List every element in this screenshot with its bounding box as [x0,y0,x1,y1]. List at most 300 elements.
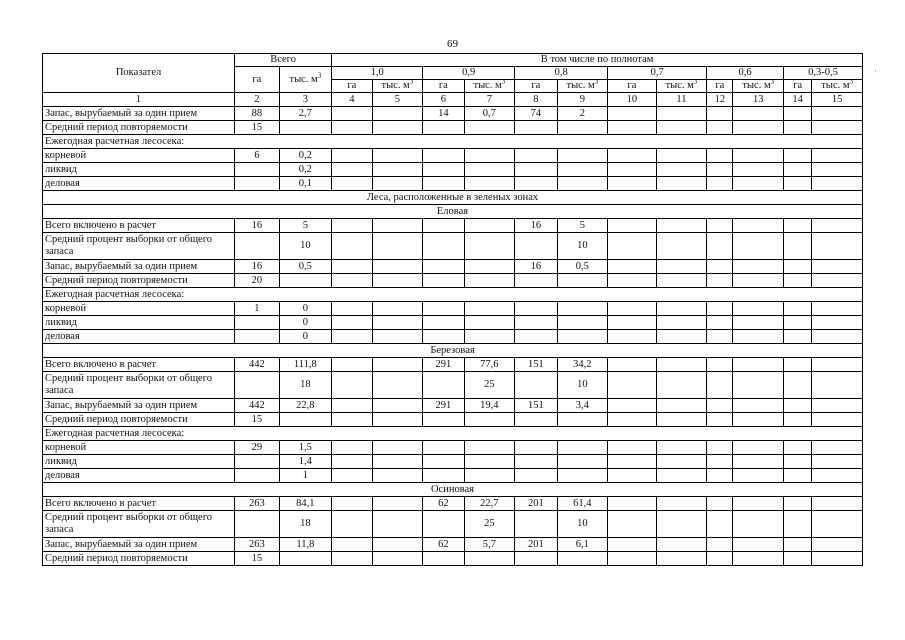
row-label: Запас, вырубаемый за один прием [43,538,235,552]
row-label: ликвид [43,163,235,177]
table-cell [464,260,515,274]
table-cell [423,149,464,163]
table-cell [733,302,784,316]
table-cell [332,177,372,191]
table-cell [279,552,332,566]
row-label: Всего включено в расчет [43,358,235,372]
table-cell [608,163,657,177]
table-cell [656,399,707,413]
table-row [43,121,863,135]
table-cell [515,441,557,455]
table-row [43,163,863,177]
table-cell [707,538,733,552]
table-cell [332,399,372,413]
table-cell [372,552,423,566]
column-number: 10 [608,93,657,107]
table-cell [372,413,423,427]
table-cell [332,413,372,427]
table-cell [707,149,733,163]
row-label: деловая [43,177,235,191]
table-row [43,149,863,163]
table-cell: 34,2 [557,358,608,372]
table-cell [707,163,733,177]
table-cell [464,163,515,177]
margin-mark: · [874,66,877,76]
table-cell [423,316,464,330]
row-label: Запас, вырубаемый за один прием [43,107,235,121]
table-cell [656,219,707,233]
table-cell [656,413,707,427]
table-cell: 22,7 [464,497,515,511]
table-cell [279,413,332,427]
table-cell [707,469,733,483]
table-row [43,302,863,316]
table-cell: 16 [235,219,279,233]
table-cell: 151 [515,358,557,372]
table-cell [656,121,707,135]
table-cell [784,260,812,274]
table-cell [656,163,707,177]
table-cell [656,330,707,344]
table-cell [656,469,707,483]
table-cell: 442 [235,358,279,372]
table-cell: 6,1 [557,538,608,552]
table-cell [557,316,608,330]
header-unit-thousand-m3: тыс. $м^3$ [557,80,608,93]
table-cell [608,511,657,538]
table-cell [464,455,515,469]
table-cell: 5,7 [464,538,515,552]
table-cell [372,399,423,413]
table-cell [332,441,372,455]
header-unit-thousand-m3: тыс. $м^3$ [372,80,423,93]
header-density: 0,7 [608,67,707,80]
table-cell [332,233,372,260]
table-row [43,413,863,427]
table-cell [707,260,733,274]
table-cell [656,302,707,316]
table-cell [784,399,812,413]
table-cell [372,511,423,538]
table-cell [656,274,707,288]
table-cell [332,149,372,163]
column-number: 4 [332,93,372,107]
table-cell [784,455,812,469]
table-cell [608,302,657,316]
table-cell: 62 [423,497,464,511]
table-cell [656,372,707,399]
row-label: деловая [43,330,235,344]
table-cell [464,330,515,344]
table-cell: 10 [557,233,608,260]
table-cell [608,330,657,344]
table-cell: 5 [279,219,332,233]
table-cell: 111,8 [279,358,332,372]
table-cell [733,260,784,274]
table-cell [656,260,707,274]
table-cell [515,330,557,344]
table-cell [515,302,557,316]
column-number: 6 [423,93,464,107]
table-cell [557,330,608,344]
table-cell [372,302,423,316]
table-cell [464,233,515,260]
table-cell [372,177,423,191]
header-total-ha: га [235,67,279,93]
table-cell: 1 [279,469,332,483]
table-cell: 1,4 [279,455,332,469]
table-cell: 15 [235,121,279,135]
column-number: 8 [515,93,557,107]
table-cell [707,274,733,288]
table-cell [372,469,423,483]
table-cell [608,358,657,372]
header-including: В том числе по полнотам [332,54,863,67]
row-label: ликвид [43,455,235,469]
table-cell: 0 [279,330,332,344]
table-cell [423,274,464,288]
row-label: деловая [43,469,235,483]
table-cell [332,274,372,288]
table-cell [515,163,557,177]
table-cell [423,372,464,399]
row-label: корневой [43,302,235,316]
table-cell [515,274,557,288]
table-cell [656,107,707,121]
table-cell [812,538,863,552]
table-row [43,107,863,121]
table-cell: 18 [279,511,332,538]
table-cell [733,219,784,233]
table-cell [332,358,372,372]
table-cell: 16 [515,219,557,233]
table-cell [784,163,812,177]
table-cell [372,121,423,135]
table-cell [784,497,812,511]
table-cell [332,372,372,399]
table-cell: 22,8 [279,399,332,413]
table-cell [557,552,608,566]
table-cell [812,177,863,191]
table-cell [707,552,733,566]
table-cell [707,316,733,330]
table-cell: 0,5 [279,260,332,274]
table-cell [784,219,812,233]
table-cell [515,316,557,330]
table-cell [515,552,557,566]
table-cell [656,455,707,469]
table-cell: 15 [235,552,279,566]
table-cell: 62 [423,538,464,552]
row-label: Средний процент выборки от общего запаса [43,511,235,538]
table-cell [423,413,464,427]
table-cell [608,538,657,552]
table-row [43,288,863,302]
table-cell [372,260,423,274]
table-cell [608,260,657,274]
table-row [43,274,863,288]
table-cell [515,177,557,191]
table-cell: 11,8 [279,538,332,552]
table-cell [707,121,733,135]
table-cell [608,149,657,163]
table-cell [423,219,464,233]
section-title: Леса, расположенные в зеленых зонах [43,191,863,205]
table-cell [423,260,464,274]
table-cell [372,149,423,163]
row-label: Запас, вырубаемый за один прием [43,260,235,274]
table-cell [608,121,657,135]
table-cell [812,441,863,455]
table-cell [423,177,464,191]
table-cell [733,163,784,177]
table-cell [464,552,515,566]
table-cell [372,163,423,177]
table-cell [464,121,515,135]
column-number: 5 [372,93,423,107]
table-row [43,538,863,552]
table-cell [557,469,608,483]
header-unit-thousand-m3: тыс. $м^3$ [464,80,515,93]
table-cell [235,455,279,469]
table-cell [464,413,515,427]
table-cell [812,274,863,288]
table-cell [784,552,812,566]
table-cell [707,497,733,511]
table-cell [733,511,784,538]
column-number: 7 [464,93,515,107]
table-cell [557,455,608,469]
table-cell: 20 [235,274,279,288]
table-cell [515,233,557,260]
table-cell [557,274,608,288]
table-cell [656,149,707,163]
table-cell [733,316,784,330]
table-cell [784,469,812,483]
table-cell [608,469,657,483]
table-cell [332,330,372,344]
header-unit-thousand-m3: тыс. $м^3$ [733,80,784,93]
column-number: 14 [784,93,812,107]
table-cell [372,441,423,455]
table-cell [733,552,784,566]
table-cell [464,274,515,288]
table-cell [235,511,279,538]
row-label: корневой [43,441,235,455]
table-cell [812,469,863,483]
table-cell [812,260,863,274]
table-cell: 25 [464,372,515,399]
table-cell [423,302,464,316]
table-row [43,511,863,538]
table-cell [812,413,863,427]
table-cell [557,441,608,455]
table-cell [812,330,863,344]
table-cell [812,233,863,260]
header-density: 0,6 [707,67,784,80]
row-label: Средний процент выборки от общего запаса [43,372,235,399]
row-label: Ежегодная расчетная лесосека: [43,135,863,149]
table-cell [812,511,863,538]
header-unit-ha: га [332,80,372,93]
table-cell [515,413,557,427]
table-cell [515,511,557,538]
table-cell [464,316,515,330]
table-cell [372,372,423,399]
section-row [43,205,863,219]
table-cell [707,441,733,455]
table-cell [423,552,464,566]
table-cell [464,149,515,163]
table-cell [733,372,784,399]
table-row [43,316,863,330]
table-cell [812,302,863,316]
table-cell [656,538,707,552]
row-label: Всего включено в расчет [43,219,235,233]
table-cell [332,107,372,121]
table-cell [608,177,657,191]
table-row [43,177,863,191]
table-row [43,135,863,149]
table-cell [656,497,707,511]
table-cell [784,330,812,344]
table-cell: 10 [557,372,608,399]
row-label: Средний период повторяемости [43,121,235,135]
table-cell [784,316,812,330]
table-cell: 3,4 [557,399,608,413]
table-cell [423,163,464,177]
table-cell [557,121,608,135]
table-cell [332,497,372,511]
table-cell [235,177,279,191]
table-cell [812,219,863,233]
table-cell [733,413,784,427]
table-cell: 29 [235,441,279,455]
table-cell [332,260,372,274]
table-cell [656,441,707,455]
table-cell: 77,6 [464,358,515,372]
table-cell: 1,5 [279,441,332,455]
table-cell [372,219,423,233]
table-cell [784,413,812,427]
table-cell [279,274,332,288]
table-cell [707,233,733,260]
table-cell [733,538,784,552]
table-cell [515,149,557,163]
table-cell [608,455,657,469]
table-cell [608,233,657,260]
table-cell [515,469,557,483]
table-cell [812,455,863,469]
table-cell: 0 [279,316,332,330]
header-unit-ha: га [608,80,657,93]
table-cell [733,330,784,344]
table-cell [464,441,515,455]
section-row [43,191,863,205]
section-row [43,483,863,497]
table-cell [332,538,372,552]
table-row [43,427,863,441]
table-cell [464,469,515,483]
table-cell [784,538,812,552]
page-number: 69 [447,38,458,50]
table-cell: 0 [279,302,332,316]
table-cell [332,469,372,483]
table-cell: 25 [464,511,515,538]
table-cell [423,330,464,344]
table-cell [235,163,279,177]
table-cell: 16 [235,260,279,274]
table-cell: 0,5 [557,260,608,274]
column-number: 3 [279,93,332,107]
table-cell [656,511,707,538]
table-cell [515,372,557,399]
row-label: Средний период повторяемости [43,274,235,288]
table-cell [707,455,733,469]
table-cell [332,511,372,538]
table-cell [235,469,279,483]
column-number: 15 [812,93,863,107]
table-cell [372,497,423,511]
table-cell: 263 [235,497,279,511]
section-title: Еловая [43,205,863,219]
table-row [43,552,863,566]
table-cell [464,302,515,316]
table-cell: 151 [515,399,557,413]
table-cell [733,121,784,135]
table-row [43,497,863,511]
table-cell [707,511,733,538]
table-cell [707,399,733,413]
table-cell: 0,1 [279,177,332,191]
table-cell [372,455,423,469]
column-number: 2 [235,93,279,107]
table-cell [707,302,733,316]
table-cell: 442 [235,399,279,413]
table-cell: 6 [235,149,279,163]
row-label: Средний период повторяемости [43,552,235,566]
table-cell [235,233,279,260]
row-label: Средний период повторяемости [43,413,235,427]
table-cell [372,330,423,344]
table-cell [707,107,733,121]
header-density: 0,3-0,5 [784,67,863,80]
table-cell [332,316,372,330]
table-cell [812,497,863,511]
table-cell: 84,1 [279,497,332,511]
table-cell [707,372,733,399]
table-cell [812,372,863,399]
table-cell [423,441,464,455]
table-row [43,469,863,483]
table-cell [812,399,863,413]
table-cell [812,552,863,566]
table-cell [707,330,733,344]
table-cell: 291 [423,399,464,413]
table-cell [608,316,657,330]
table-cell: 5 [557,219,608,233]
table-cell [784,302,812,316]
column-number: 11 [656,93,707,107]
table-cell [784,177,812,191]
table-row [43,358,863,372]
table-cell [733,177,784,191]
table-cell [733,469,784,483]
table-cell [423,455,464,469]
table-cell [784,274,812,288]
table-cell: 291 [423,358,464,372]
header-density: 1,0 [332,67,423,80]
